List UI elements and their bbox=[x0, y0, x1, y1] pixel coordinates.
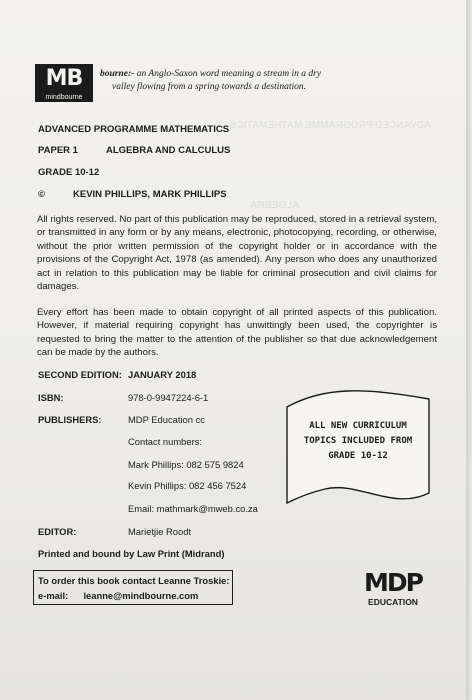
mindbourne-logo bbox=[35, 64, 93, 102]
order-email-label: e-mail: bbox=[38, 590, 69, 601]
printer-note: Printed and bound by Law Print (Midrand) bbox=[38, 548, 225, 559]
logo-mark: MB bbox=[35, 64, 93, 93]
curriculum-banner bbox=[283, 385, 433, 513]
bleed-through: ADVANCED PROGRAMME MATHEMATICS bbox=[230, 120, 432, 131]
order-box bbox=[33, 570, 233, 605]
bourne-definition bbox=[100, 68, 400, 94]
edition-value: JANUARY 2018 bbox=[128, 369, 197, 380]
bleed-through: ALGEBRA bbox=[250, 200, 300, 211]
order-instruction: To order this book contact Leanne Troskie: bbox=[38, 575, 230, 586]
contact-heading: Contact numbers: bbox=[128, 436, 202, 447]
paper-title: ALGEBRA AND CALCULUS bbox=[105, 145, 231, 156]
mdp-mark: MDP bbox=[364, 568, 422, 597]
grade: GRADE 10-12 bbox=[38, 167, 100, 178]
rights-paragraph: All rights reserved. No part of this publication may be reproduced, stored in a retrieval system, or transmitted in any form or by any means, electronic, photocopying, recording, or otherwise, without the prior written permission of the copyright holder or in accordance with the provisions of the Copyright Act, 1978 (as amended). Any person who does any unauthorized act in relation to this publication may be liable for criminal prosecution and civil claims for damages. bbox=[37, 214, 437, 293]
banner-line3: GRADE 10-12 bbox=[328, 451, 388, 461]
editor-value: Marietjie Roodt bbox=[128, 526, 192, 537]
isbn-label: ISBN: bbox=[38, 392, 64, 403]
contact-kevin: Kevin Phillips: 082 456 7524 bbox=[128, 480, 247, 491]
banner-text bbox=[283, 419, 433, 464]
paper-line bbox=[38, 145, 230, 156]
page-edge bbox=[466, 0, 472, 700]
logo-sub: mindbourne bbox=[35, 93, 93, 102]
authors: KEVIN PHILLIPS, MARK PHILLIPS bbox=[73, 189, 227, 200]
contact-mark: Mark Phillips: 082 575 9824 bbox=[128, 459, 244, 470]
banner-line1: ALL NEW CURRICULUM bbox=[309, 421, 407, 431]
effort-paragraph: Every effort has been made to obtain copyright of all printed aspects of this publication. However, if material requiring copyright has unwittingly been used, the copyrighter is requested to bring the matter to the attention of the publisher so that due acknowledgement can be made by the authors. bbox=[37, 307, 437, 359]
contact-email: Email: mathmark@mweb.co.za bbox=[128, 503, 258, 514]
mdp-education-logo bbox=[361, 570, 425, 610]
editor-label: EDITOR: bbox=[38, 526, 77, 537]
order-email-line bbox=[38, 590, 198, 601]
bourne-word: bourne:- bbox=[100, 69, 135, 79]
edition-label: SECOND EDITION: bbox=[38, 369, 122, 380]
copyright-symbol: © bbox=[38, 189, 45, 200]
publishers-label: PUBLISHERS: bbox=[38, 414, 102, 425]
bourne-line2: valley flowing from a spring towards a destination. bbox=[112, 82, 307, 92]
banner-line2: TOPICS INCLUDED FROM bbox=[303, 436, 413, 446]
authors-line bbox=[38, 189, 227, 200]
programme-title: ADVANCED PROGRAMME MATHEMATICS bbox=[38, 124, 230, 135]
publishers-value: MDP Education cc bbox=[128, 414, 205, 425]
paper-number: PAPER 1 bbox=[38, 145, 78, 156]
mdp-sub: EDUCATION bbox=[368, 597, 418, 607]
order-email-value[interactable]: leanne@mindbourne.com bbox=[83, 590, 199, 601]
isbn-value: 978-0-9947224-6-1 bbox=[128, 392, 209, 403]
bourne-line1: an Anglo-Saxon word meaning a stream in a dry bbox=[136, 69, 322, 79]
